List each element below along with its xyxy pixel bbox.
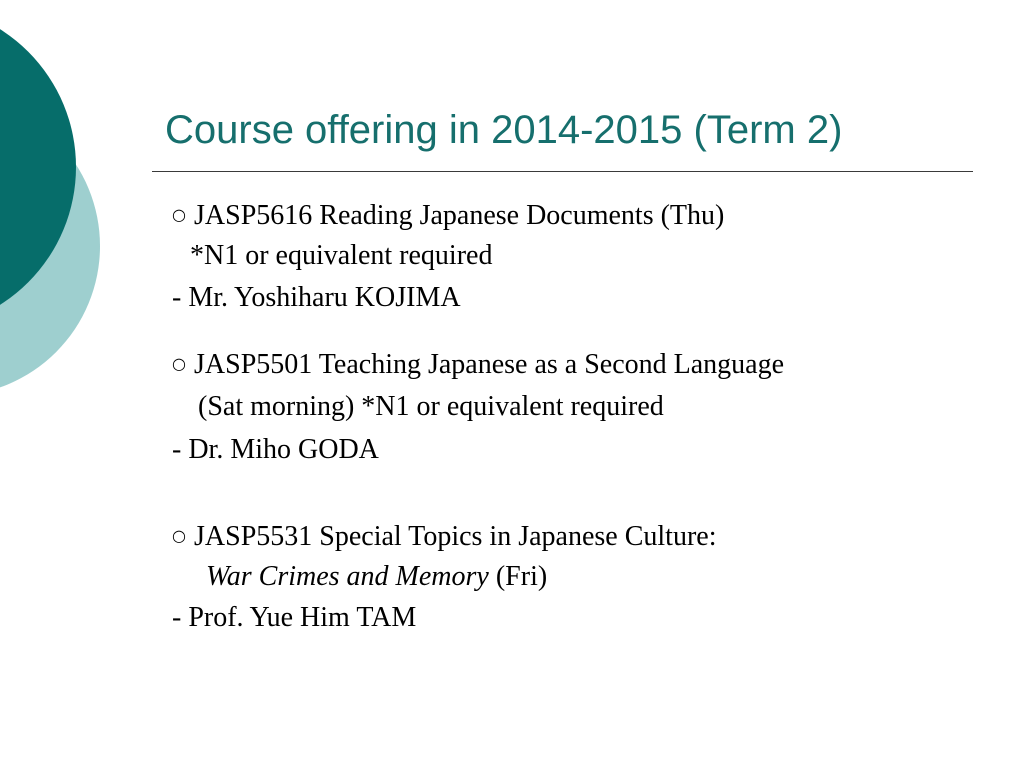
- course-title: JASP5531 Special Topics in Japanese Culture:: [194, 521, 717, 552]
- course-subtitle-day: (Fri): [488, 561, 548, 592]
- course-instructor: - Prof. Yue Him TAM: [172, 602, 417, 633]
- slide-title: Course offering in 2014-2015 (Term 2): [165, 108, 843, 152]
- course-item-jasp5531: [172, 519, 716, 554]
- course-title: JASP5501 Teaching Japanese as a Second Language: [194, 349, 785, 380]
- course-instructor: - Mr. Yoshiharu KOJIMA: [172, 282, 461, 313]
- course-item-jasp5501: [172, 347, 784, 382]
- title-divider: [152, 171, 973, 172]
- circle-bullet-icon: ○: [172, 526, 186, 545]
- course-item-jasp5616: [172, 198, 724, 233]
- circle-bullet-icon: ○: [172, 354, 186, 373]
- course-subtitle: [206, 560, 547, 594]
- course-note: (Sat morning) *N1 or equivalent required: [198, 391, 664, 422]
- course-note: *N1 or equivalent required: [190, 240, 493, 271]
- course-title: JASP5616 Reading Japanese Documents (Thu): [194, 200, 725, 231]
- course-instructor: - Dr. Miho GODA: [172, 434, 379, 465]
- circle-bullet-icon: ○: [172, 205, 186, 224]
- course-subtitle-italic: War Crimes and Memory: [206, 561, 489, 592]
